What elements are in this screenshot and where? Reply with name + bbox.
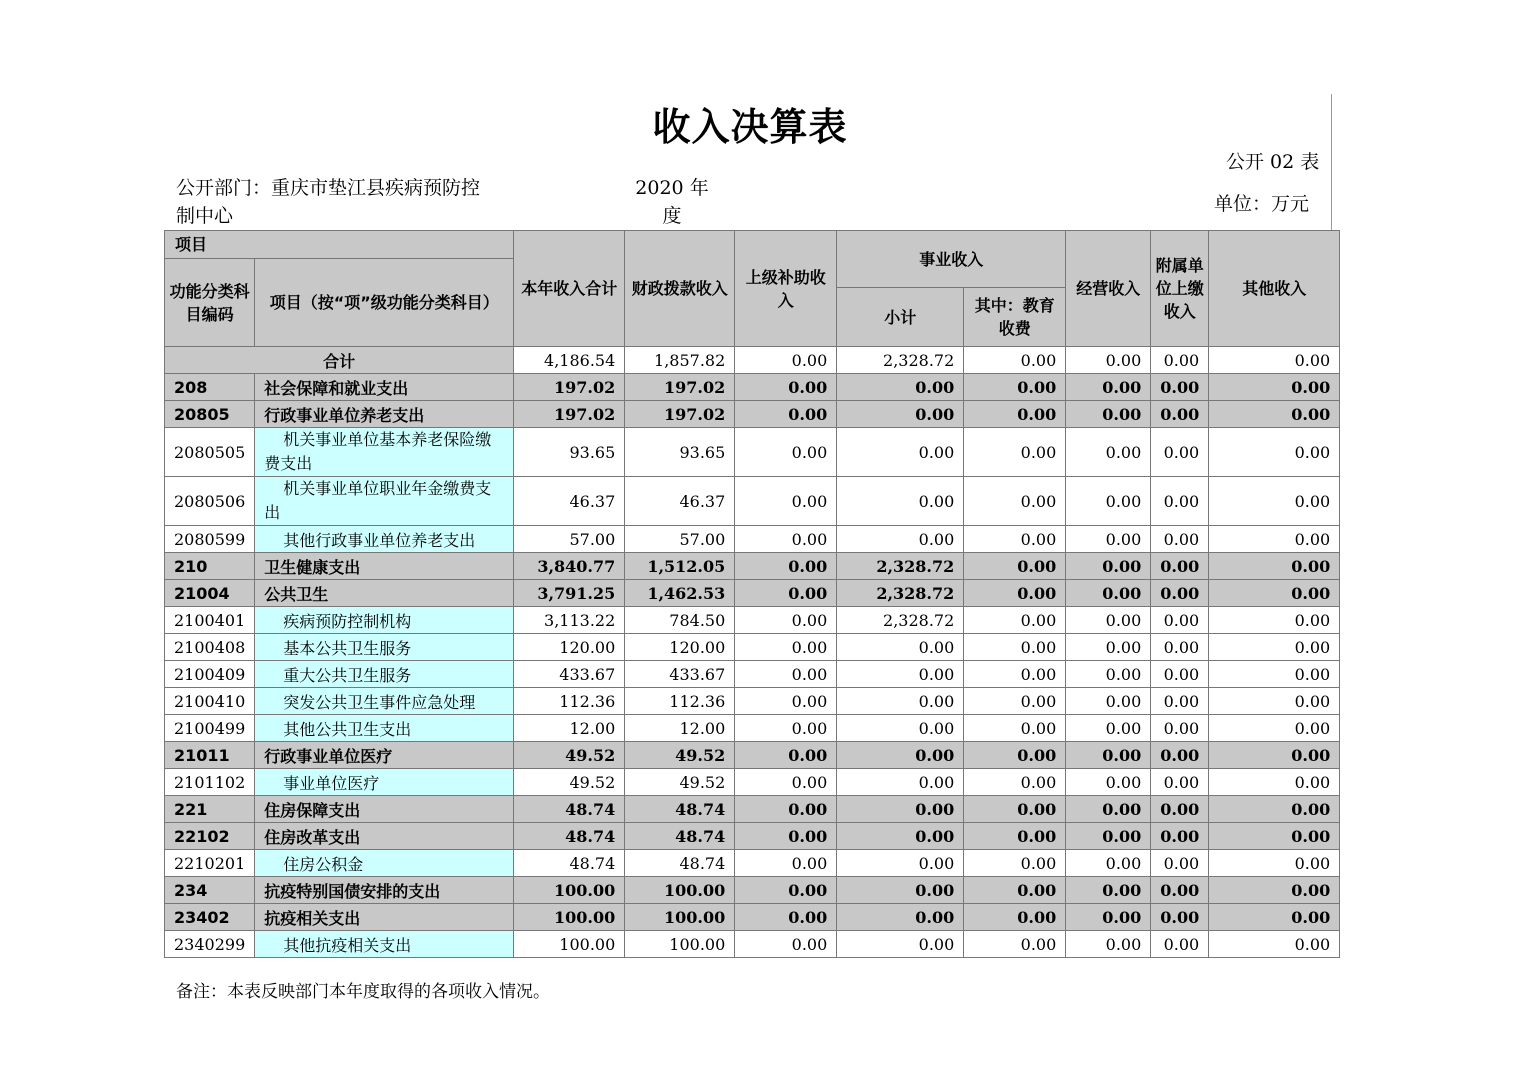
value-cell: 0.00	[1209, 477, 1340, 526]
value-cell: 2,328.72	[837, 553, 964, 580]
value-cell: 0.00	[1209, 796, 1340, 823]
code-cell: 208	[165, 374, 255, 401]
value-cell: 0.00	[1209, 823, 1340, 850]
header-func-code: 功能分类科目编码	[165, 259, 255, 347]
value-cell: 0.00	[1151, 877, 1209, 904]
value-cell: 0.00	[1151, 742, 1209, 769]
table-row	[165, 850, 1340, 877]
item-name-cell: 其他抗疫相关支出	[255, 931, 514, 958]
value-cell: 0.00	[964, 634, 1066, 661]
code-cell: 2100409	[165, 661, 255, 688]
value-cell: 0.00	[1209, 715, 1340, 742]
item-name-cell: 行政事业单位医疗	[255, 742, 514, 769]
category-row	[165, 904, 1340, 931]
value-cell: 0.00	[1151, 428, 1209, 477]
value-cell: 3,113.22	[514, 607, 625, 634]
value-cell: 0.00	[1209, 931, 1340, 958]
header-edu-fee: 其中：教育收费	[964, 288, 1066, 347]
value-cell: 0.00	[837, 688, 964, 715]
value-cell: 0.00	[735, 607, 837, 634]
item-name-cell: 住房保障支出	[255, 796, 514, 823]
value-cell: 0.00	[837, 526, 964, 553]
value-cell: 0.00	[1151, 661, 1209, 688]
value-cell: 57.00	[514, 526, 625, 553]
table-row	[165, 688, 1340, 715]
value-cell: 784.50	[625, 607, 735, 634]
total-label: 合计	[165, 347, 514, 374]
item-name-cell: 机关事业单位职业年金缴费支出	[255, 477, 514, 526]
table-row	[165, 769, 1340, 796]
value-cell: 0.00	[1209, 661, 1340, 688]
value-cell: 0.00	[1066, 634, 1151, 661]
value-cell: 0.00	[1066, 877, 1151, 904]
value-cell: 0.00	[964, 877, 1066, 904]
value-cell: 0.00	[1066, 607, 1151, 634]
value-cell: 112.36	[514, 688, 625, 715]
table-header	[165, 231, 1340, 347]
page-title: 收入决算表	[652, 105, 848, 149]
code-cell: 20805	[165, 401, 255, 428]
code-cell: 2100410	[165, 688, 255, 715]
item-name-cell: 其他行政事业单位养老支出	[255, 526, 514, 553]
value-cell: 48.74	[625, 796, 735, 823]
value-cell: 0.00	[1151, 688, 1209, 715]
value-cell: 0.00	[735, 688, 837, 715]
header-operating: 经营收入	[1066, 231, 1151, 347]
item-name-cell: 抗疫特别国债安排的支出	[255, 877, 514, 904]
table-row	[165, 634, 1340, 661]
value-cell: 0.00	[964, 769, 1066, 796]
value-cell: 0.00	[1066, 823, 1151, 850]
total-cell: 0.00	[964, 347, 1066, 374]
value-cell: 100.00	[625, 904, 735, 931]
header-divider	[1331, 94, 1332, 230]
item-name-cell: 基本公共卫生服务	[255, 634, 514, 661]
value-cell: 0.00	[837, 823, 964, 850]
value-cell: 3,840.77	[514, 553, 625, 580]
total-cell: 0.00	[1209, 347, 1340, 374]
value-cell: 0.00	[1151, 526, 1209, 553]
header-total-income: 本年收入合计	[514, 231, 625, 347]
value-cell: 0.00	[964, 823, 1066, 850]
value-cell: 46.37	[514, 477, 625, 526]
value-cell: 0.00	[1209, 742, 1340, 769]
value-cell: 0.00	[964, 428, 1066, 477]
category-row	[165, 796, 1340, 823]
code-cell: 2100499	[165, 715, 255, 742]
header-fiscal: 财政拨款收入	[625, 231, 735, 347]
table-row	[165, 526, 1340, 553]
header-subtotal: 小计	[837, 288, 964, 347]
value-cell: 0.00	[964, 661, 1066, 688]
value-cell: 0.00	[1209, 850, 1340, 877]
value-cell: 0.00	[735, 553, 837, 580]
value-cell: 12.00	[625, 715, 735, 742]
value-cell: 0.00	[837, 877, 964, 904]
value-cell: 0.00	[837, 931, 964, 958]
total-row	[165, 347, 1340, 374]
value-cell: 0.00	[735, 634, 837, 661]
value-cell: 0.00	[837, 715, 964, 742]
value-cell: 0.00	[1209, 769, 1340, 796]
category-row	[165, 877, 1340, 904]
value-cell: 0.00	[837, 904, 964, 931]
value-cell: 0.00	[735, 401, 837, 428]
value-cell: 0.00	[1209, 688, 1340, 715]
value-cell: 0.00	[1151, 823, 1209, 850]
value-cell: 0.00	[1066, 688, 1151, 715]
category-row	[165, 823, 1340, 850]
value-cell: 48.74	[514, 850, 625, 877]
footnote: 备注：本表反映部门本年度取得的各项收入情况。	[176, 982, 550, 1002]
code-cell: 234	[165, 877, 255, 904]
value-cell: 100.00	[514, 931, 625, 958]
value-cell: 49.52	[625, 769, 735, 796]
value-cell: 0.00	[735, 477, 837, 526]
value-cell: 0.00	[1209, 526, 1340, 553]
unit-label: 单位：万元	[1214, 193, 1310, 215]
value-cell: 48.74	[514, 823, 625, 850]
value-cell: 0.00	[964, 742, 1066, 769]
value-cell: 197.02	[514, 374, 625, 401]
value-cell: 100.00	[625, 931, 735, 958]
code-cell: 221	[165, 796, 255, 823]
value-cell: 0.00	[1209, 634, 1340, 661]
year-label: 2020 年度	[635, 177, 709, 227]
value-cell: 0.00	[1066, 428, 1151, 477]
code-cell: 21011	[165, 742, 255, 769]
code-cell: 2080599	[165, 526, 255, 553]
value-cell: 0.00	[837, 477, 964, 526]
value-cell: 0.00	[1066, 661, 1151, 688]
value-cell: 49.52	[625, 742, 735, 769]
value-cell: 0.00	[1151, 769, 1209, 796]
value-cell: 12.00	[514, 715, 625, 742]
value-cell: 0.00	[964, 580, 1066, 607]
value-cell: 0.00	[735, 428, 837, 477]
value-cell: 0.00	[1209, 401, 1340, 428]
total-cell: 2,328.72	[837, 347, 964, 374]
value-cell: 0.00	[1151, 607, 1209, 634]
value-cell: 0.00	[735, 850, 837, 877]
value-cell: 2,328.72	[837, 580, 964, 607]
category-row	[165, 553, 1340, 580]
value-cell: 0.00	[735, 374, 837, 401]
value-cell: 0.00	[837, 428, 964, 477]
value-cell: 0.00	[1066, 769, 1151, 796]
item-name-cell: 事业单位医疗	[255, 769, 514, 796]
value-cell: 0.00	[1151, 931, 1209, 958]
table-body	[165, 347, 1340, 958]
value-cell: 0.00	[1066, 401, 1151, 428]
value-cell: 0.00	[1066, 796, 1151, 823]
total-cell: 0.00	[1066, 347, 1151, 374]
value-cell: 0.00	[837, 742, 964, 769]
value-cell: 2,328.72	[837, 607, 964, 634]
value-cell: 0.00	[735, 796, 837, 823]
value-cell: 0.00	[1066, 374, 1151, 401]
item-name-cell: 抗疫相关支出	[255, 904, 514, 931]
value-cell: 0.00	[1066, 715, 1151, 742]
item-name-cell: 社会保障和就业支出	[255, 374, 514, 401]
table-row	[165, 477, 1340, 526]
value-cell: 0.00	[837, 661, 964, 688]
value-cell: 0.00	[1209, 553, 1340, 580]
value-cell: 0.00	[735, 580, 837, 607]
value-cell: 0.00	[964, 931, 1066, 958]
code-cell: 2100401	[165, 607, 255, 634]
item-name-cell: 行政事业单位养老支出	[255, 401, 514, 428]
category-row	[165, 580, 1340, 607]
value-cell: 433.67	[625, 661, 735, 688]
value-cell: 0.00	[964, 477, 1066, 526]
total-cell: 0.00	[1151, 347, 1209, 374]
value-cell: 0.00	[1209, 607, 1340, 634]
value-cell: 0.00	[1066, 931, 1151, 958]
value-cell: 0.00	[735, 526, 837, 553]
item-name-cell: 机关事业单位基本养老保险缴费支出	[255, 428, 514, 477]
form-code: 公开 02 表	[1226, 151, 1320, 173]
value-cell: 46.37	[625, 477, 735, 526]
value-cell: 0.00	[964, 401, 1066, 428]
value-cell: 49.52	[514, 742, 625, 769]
department-label: 公开部门：重庆市垫江县疾病预防控制中心	[176, 177, 481, 227]
value-cell: 120.00	[625, 634, 735, 661]
code-cell: 2101102	[165, 769, 255, 796]
value-cell: 0.00	[1209, 877, 1340, 904]
value-cell: 0.00	[735, 742, 837, 769]
value-cell: 93.65	[514, 428, 625, 477]
item-name-cell: 疾病预防控制机构	[255, 607, 514, 634]
value-cell: 0.00	[735, 877, 837, 904]
value-cell: 0.00	[1066, 553, 1151, 580]
category-row	[165, 374, 1340, 401]
value-cell: 48.74	[625, 823, 735, 850]
code-cell: 23402	[165, 904, 255, 931]
header-item: 项目	[165, 231, 514, 259]
code-cell: 2080506	[165, 477, 255, 526]
value-cell: 0.00	[1151, 904, 1209, 931]
value-cell: 1,462.53	[625, 580, 735, 607]
value-cell: 197.02	[625, 401, 735, 428]
value-cell: 0.00	[1209, 580, 1340, 607]
value-cell: 1,512.05	[625, 553, 735, 580]
value-cell: 0.00	[964, 904, 1066, 931]
item-name-cell: 住房公积金	[255, 850, 514, 877]
total-cell: 4,186.54	[514, 347, 625, 374]
code-cell: 2210201	[165, 850, 255, 877]
item-name-cell: 突发公共卫生事件应急处理	[255, 688, 514, 715]
value-cell: 0.00	[837, 401, 964, 428]
value-cell: 0.00	[1151, 850, 1209, 877]
value-cell: 49.52	[514, 769, 625, 796]
value-cell: 0.00	[837, 796, 964, 823]
value-cell: 0.00	[964, 796, 1066, 823]
value-cell: 0.00	[1151, 634, 1209, 661]
code-cell: 21004	[165, 580, 255, 607]
value-cell: 0.00	[1151, 553, 1209, 580]
header-affiliated: 附属单位上缴收入	[1151, 231, 1209, 347]
value-cell: 0.00	[735, 904, 837, 931]
value-cell: 197.02	[514, 401, 625, 428]
income-table	[164, 230, 1340, 958]
value-cell: 48.74	[514, 796, 625, 823]
value-cell: 0.00	[735, 931, 837, 958]
item-name-cell: 住房改革支出	[255, 823, 514, 850]
value-cell: 0.00	[1209, 428, 1340, 477]
value-cell: 100.00	[514, 877, 625, 904]
header-other: 其他收入	[1209, 231, 1340, 347]
value-cell: 0.00	[1151, 580, 1209, 607]
value-cell: 0.00	[837, 374, 964, 401]
value-cell: 0.00	[837, 850, 964, 877]
value-cell: 0.00	[1151, 477, 1209, 526]
value-cell: 0.00	[735, 661, 837, 688]
table-row	[165, 607, 1340, 634]
code-cell: 2080505	[165, 428, 255, 477]
value-cell: 0.00	[1066, 526, 1151, 553]
value-cell: 0.00	[964, 688, 1066, 715]
value-cell: 0.00	[735, 715, 837, 742]
item-name-cell: 其他公共卫生支出	[255, 715, 514, 742]
value-cell: 93.65	[625, 428, 735, 477]
value-cell: 0.00	[1209, 374, 1340, 401]
header-superior: 上级补助收入	[735, 231, 837, 347]
value-cell: 48.74	[625, 850, 735, 877]
value-cell: 0.00	[837, 634, 964, 661]
value-cell: 0.00	[837, 769, 964, 796]
value-cell: 197.02	[625, 374, 735, 401]
value-cell: 0.00	[964, 850, 1066, 877]
total-cell: 1,857.82	[625, 347, 735, 374]
value-cell: 0.00	[964, 607, 1066, 634]
table-row	[165, 715, 1340, 742]
value-cell: 57.00	[625, 526, 735, 553]
value-cell: 0.00	[735, 769, 837, 796]
item-name-cell: 卫生健康支出	[255, 553, 514, 580]
item-name-cell: 公共卫生	[255, 580, 514, 607]
value-cell: 100.00	[625, 877, 735, 904]
value-cell: 0.00	[1151, 401, 1209, 428]
header-business: 事业收入	[837, 231, 1066, 288]
value-cell: 0.00	[964, 374, 1066, 401]
category-row	[165, 401, 1340, 428]
value-cell: 0.00	[1066, 477, 1151, 526]
value-cell: 0.00	[735, 823, 837, 850]
value-cell: 433.67	[514, 661, 625, 688]
value-cell: 0.00	[964, 715, 1066, 742]
category-row	[165, 742, 1340, 769]
value-cell: 0.00	[1209, 904, 1340, 931]
table-row	[165, 931, 1340, 958]
item-name-cell: 重大公共卫生服务	[255, 661, 514, 688]
value-cell: 0.00	[1151, 715, 1209, 742]
value-cell: 0.00	[1066, 580, 1151, 607]
value-cell: 120.00	[514, 634, 625, 661]
total-cell: 0.00	[735, 347, 837, 374]
value-cell: 0.00	[964, 526, 1066, 553]
value-cell: 0.00	[1066, 904, 1151, 931]
value-cell: 3,791.25	[514, 580, 625, 607]
value-cell: 0.00	[964, 553, 1066, 580]
table-row	[165, 661, 1340, 688]
value-cell: 0.00	[1151, 796, 1209, 823]
code-cell: 2340299	[165, 931, 255, 958]
value-cell: 0.00	[1066, 850, 1151, 877]
value-cell: 100.00	[514, 904, 625, 931]
code-cell: 22102	[165, 823, 255, 850]
table-row	[165, 428, 1340, 477]
value-cell: 112.36	[625, 688, 735, 715]
value-cell: 0.00	[1151, 374, 1209, 401]
code-cell: 210	[165, 553, 255, 580]
value-cell: 0.00	[1066, 742, 1151, 769]
code-cell: 2100408	[165, 634, 255, 661]
header-item-name: 项目（按“项”级功能分类科目）	[255, 259, 514, 347]
